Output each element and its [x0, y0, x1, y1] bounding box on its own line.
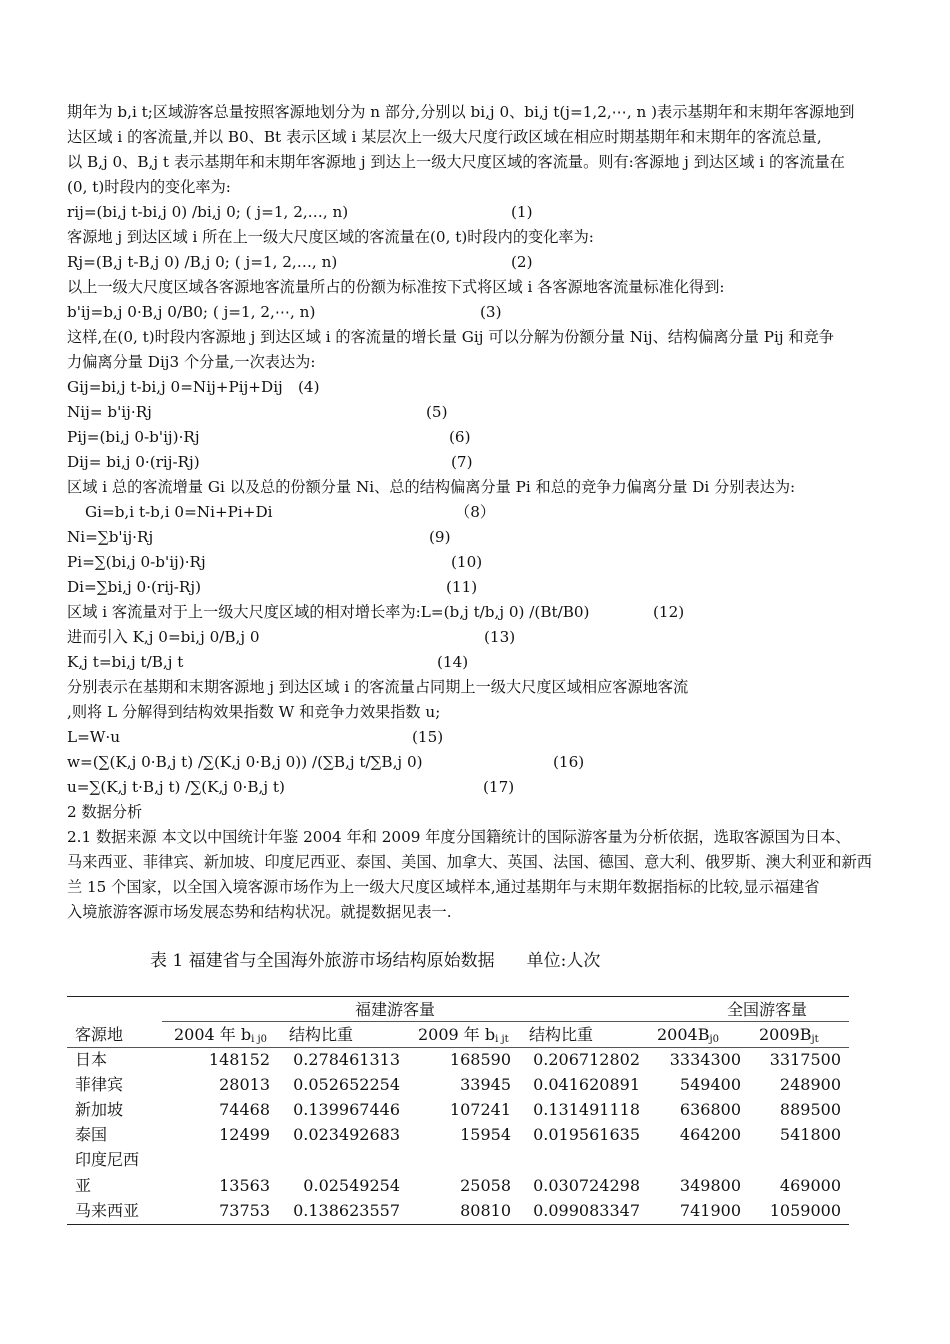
equation-line: [67, 500, 897, 525]
equation-number: (1): [511, 203, 533, 221]
subscript: i jt: [495, 1034, 509, 1045]
equation-number: (5): [426, 403, 448, 421]
table-cell: 541800: [779, 1125, 841, 1144]
line-text: Rj=(B,j t-B,j 0) /B,j 0; ( j=1, 2,…, n): [67, 253, 338, 271]
equation-number: (14): [437, 653, 469, 671]
text-line: [67, 900, 897, 925]
line-text: 进而引入 K,j 0=bi,j 0/B,j 0: [67, 628, 260, 646]
line-text: 2.1 数据来源 本文以中国统计年鉴 2004 年和 2009 年度分国籍统计的国际游客量为分析依据，选取客源国为日本、: [67, 828, 851, 846]
subscript: i j0: [251, 1034, 267, 1045]
table-cell: 0.030724298: [533, 1176, 640, 1195]
text-line: [67, 125, 897, 150]
text-line: [67, 100, 897, 125]
line-text: 客源地 j 到达区域 i 所在上一级大尺度区域的客流量在(0, t)时段内的变化率为:: [67, 228, 594, 246]
table-cell: 3317500: [769, 1050, 841, 1069]
col-header-origin: 客源地: [75, 1025, 124, 1044]
line-text: 兰 15 个国家，以全国入境客源市场作为上一级大尺度区域样本,通过基期年与末期年数据指标的比较,显示福建省: [67, 878, 820, 896]
table-cell: 0.099083347: [533, 1201, 640, 1220]
table-cell: 0.278461313: [293, 1050, 400, 1069]
line-text: 以 B,j 0、B,j t 表示基期年和末期年客源地 j 到达上一级大尺度区域的客流量。则有:客源地 j 到达区域 i 的客流量在: [67, 153, 845, 171]
table-cell: 12499: [219, 1125, 270, 1144]
col-header-2009-national: $2009B_{jt}$: [759, 1025, 819, 1045]
table-cell: 741900: [679, 1201, 741, 1220]
equation-line: [67, 550, 897, 575]
text-line: [67, 275, 897, 300]
subscript: jt: [811, 1034, 819, 1045]
table-cell: 0.019561635: [533, 1125, 640, 1144]
table-cell: 168590: [449, 1050, 511, 1069]
table-cell: 0.02549254: [303, 1176, 400, 1195]
equation-line: [67, 625, 897, 650]
line-text: 马来西亚、菲律宾、新加坡、印度尼西亚、泰国、美国、加拿大、英国、法国、德国、意大利、俄罗斯、澳大利亚和新西: [67, 853, 872, 871]
line-text: 区域 i 客流量对于上一级大尺度区域的相对增长率为:L=(b,j t/b,j 0) /(Bt/B0): [67, 603, 590, 621]
equation-line: [67, 575, 897, 600]
text-line: [67, 825, 897, 850]
equation-line: [67, 425, 897, 450]
text-line: [67, 225, 897, 250]
equation-line: [67, 750, 897, 775]
table-cell: 0.139967446: [293, 1100, 400, 1119]
table-cell: 0.052652254: [293, 1075, 400, 1094]
table-cell: 80810: [460, 1201, 511, 1220]
line-text: rij=(bi,j t-bi,j 0) /bi,j 0; ( j=1, 2,…, n): [67, 203, 349, 221]
line-text: 这样,在(0, t)时段内客源地 j 到达区域 i 的客流量的增长量 Gij 可以分解为份额分量 Nij、结构偏离分量 Pij 和竞争: [67, 328, 834, 346]
section-heading: [67, 800, 897, 825]
table-cell: 0.023492683: [293, 1125, 400, 1144]
col-header-2004-national: $2004B_{j0}$: [657, 1025, 719, 1045]
table-cell: 0.131491118: [533, 1100, 640, 1119]
equation-line: [67, 450, 897, 475]
col-header-ratio-2004: 结构比重: [289, 1025, 354, 1044]
table-cell: 日本: [75, 1050, 108, 1069]
line-text: 2 数据分析: [67, 803, 143, 821]
equation-number: (12): [653, 603, 685, 621]
table-rule-bottom: [67, 1224, 849, 1225]
line-text: b'ij=b,j 0·B,j 0/B0; ( j=1, 2,⋯, n): [67, 303, 316, 321]
equation-number: (6): [449, 428, 471, 446]
table-cell: 13563: [219, 1176, 270, 1195]
text-line: [67, 350, 897, 375]
text-line: [67, 675, 897, 700]
table-cell: 74468: [219, 1100, 270, 1119]
text-line: [67, 475, 897, 500]
text-line: [67, 700, 897, 725]
line-text: 入境旅游客源市场发展态势和结构状况。就提数据见表一.: [67, 903, 452, 921]
equation-number: (4): [298, 378, 320, 396]
line-text: 区域 i 总的客流增量 Gi 以及总的份额分量 Ni、总的结构偏离分量 Pi 和总的竞争力偏离分量 Di 分别表达为:: [67, 478, 796, 496]
equation-line: [67, 250, 897, 275]
equation-line: [67, 650, 897, 675]
equation-line: [67, 400, 897, 425]
equation-line: [67, 600, 897, 625]
equation-number: (3): [480, 303, 502, 321]
text-line: [67, 850, 897, 875]
equation-number: (16): [553, 753, 585, 771]
equation-line: [67, 525, 897, 550]
equation-number: (13): [484, 628, 516, 646]
group-header-fujian: 福建游客量: [355, 1000, 436, 1019]
equation-line: [67, 775, 897, 800]
table-cell: 25058: [460, 1176, 511, 1195]
table-cell: 549400: [679, 1075, 741, 1094]
line-text: 分别表示在基期和末期客源地 j 到达区域 i 的客流量占同期上一级大尺度区域相应客源地客流: [67, 678, 689, 696]
line-text: Di=∑bi,j 0·(rij-Rj): [67, 578, 201, 596]
equation-number: (9): [429, 528, 451, 546]
table-cell: 248900: [779, 1075, 841, 1094]
table-cell: 0.138623557: [293, 1201, 400, 1220]
line-text: Pi=∑(bi,j 0-b'ij)·Rj: [67, 553, 206, 571]
line-text: L=W·u: [67, 728, 121, 746]
table-cell: 马来西亚: [75, 1201, 140, 1220]
table-cell: 新加坡: [75, 1100, 124, 1119]
table-cell: 泰国: [75, 1125, 108, 1144]
table-cell: 3334300: [669, 1050, 741, 1069]
equation-number: (10): [451, 553, 483, 571]
line-text: Dij= bi,j 0·(rij-Rj): [67, 453, 200, 471]
table-cell: 印度尼西: [75, 1150, 140, 1169]
text-line: [67, 325, 897, 350]
line-text: 达区域 i 的客流量,并以 B0、Bt 表示区域 i 某层次上一级大尺度行政区域在相应时期基期年和末期年的客流总量,: [67, 128, 822, 146]
equation-number: (11): [446, 578, 478, 596]
table-rule-top: [67, 996, 849, 997]
table-cell: 148152: [208, 1050, 270, 1069]
table-cell: 889500: [779, 1100, 841, 1119]
table-cell: 73753: [219, 1201, 270, 1220]
group-header-national: 全国游客量: [727, 1000, 808, 1019]
equation-line: [67, 375, 897, 400]
table-cell: 349800: [679, 1176, 741, 1195]
subscript: j0: [709, 1034, 719, 1045]
line-text: Pij=(bi,j 0-b'ij)·Rj: [67, 428, 200, 446]
col-header-2004-fujian: 2004 年 $b_{i j0}$: [174, 1025, 267, 1045]
table-cell: 亚: [75, 1176, 92, 1195]
table-cell: 0.041620891: [533, 1075, 640, 1094]
text-line: [67, 150, 897, 175]
line-text: ,则将 L 分解得到结构效果指数 W 和竞争力效果指数 u;: [67, 703, 441, 721]
line-text: Nij= b'ij·Rj: [67, 403, 152, 421]
equation-line: [67, 725, 897, 750]
equation-number: (7): [451, 453, 473, 471]
equation-number: (17): [483, 778, 515, 796]
table-title: 表 1 福建省与全国海外旅游市场结构原始数据: [150, 951, 495, 971]
line-text: 期年为 b,i t;区域游客总量按照客源地划分为 n 部分,分别以 bi,j 0、bi,j t(j=1,2,⋯, n )表示基期年和末期年客源地到: [67, 103, 855, 121]
equation-line: [67, 300, 897, 325]
table-cell: 469000: [779, 1176, 841, 1195]
text-line: [67, 875, 897, 900]
table-cell: 15954: [460, 1125, 511, 1144]
equation-number: (15): [412, 728, 444, 746]
col-header-2009-fujian: 2009 年 $b_{i jt}$: [418, 1025, 509, 1045]
table-cell: 0.206712802: [533, 1050, 640, 1069]
equation-number: (2): [511, 253, 533, 271]
table-caption: [150, 946, 600, 971]
line-text: w=(∑(K,j 0·B,j t) /∑(K,j 0·B,j 0)) /(∑B,j t/∑B,j 0): [67, 753, 423, 771]
table-cell: 33945: [460, 1075, 511, 1094]
line-text: K,j t=bi,j t/B,j t: [67, 653, 184, 671]
line-text: Ni=∑b'ij·Rj: [67, 528, 154, 546]
table-cell: 菲律宾: [75, 1075, 124, 1094]
table-cell: 464200: [679, 1125, 741, 1144]
table-cell: 107241: [449, 1100, 511, 1119]
line-text: (0, t)时段内的变化率为:: [67, 178, 231, 196]
text-line: [67, 175, 897, 200]
table-cell: 636800: [679, 1100, 741, 1119]
line-text: Gi=b,i t-b,i 0=Ni+Pi+Di: [85, 503, 273, 521]
equation-line: [67, 200, 897, 225]
col-header-ratio-2009: 结构比重: [529, 1025, 594, 1044]
table-cell: 28013: [219, 1075, 270, 1094]
line-text: 力偏离分量 Dij3 个分量,一次表达为:: [67, 353, 316, 371]
line-text: 以上一级大尺度区域各客源地客流量所占的份额为标准按下式将区域 i 各客源地客流量标准化得到:: [67, 278, 725, 296]
table-cell: 1059000: [769, 1201, 841, 1220]
line-text: u=∑(K,j t·B,j t) /∑(K,j 0·B,j t): [67, 778, 285, 796]
equation-number: （8）: [455, 503, 496, 521]
table-unit: 单位:人次: [526, 951, 601, 971]
line-text: Gij=bi,j t-bi,j 0=Nij+Pij+Dij: [67, 378, 283, 396]
